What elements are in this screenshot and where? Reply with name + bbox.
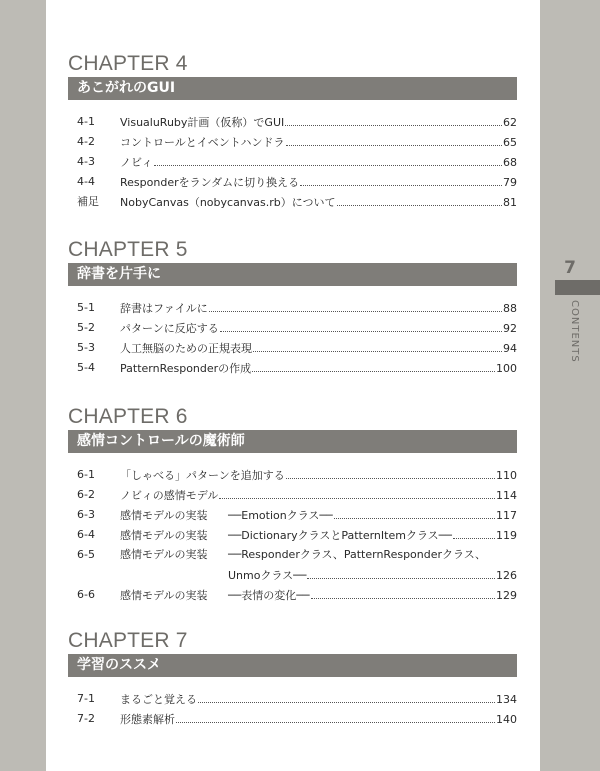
section-number: 5-1: [77, 301, 95, 314]
leader-dots: [219, 485, 495, 499]
section-title: 感情モデルの実装: [120, 509, 208, 522]
toc-entry[interactable]: [68, 172, 517, 192]
page-ref: 94: [503, 342, 517, 355]
section-number: 5-4: [77, 361, 95, 374]
toc-entry[interactable]: [68, 152, 517, 172]
section-title: 感情モデルの実装: [120, 529, 208, 542]
section-number: 4-4: [77, 175, 95, 188]
section-number: 7-1: [77, 692, 95, 705]
toc-entry[interactable]: [68, 298, 517, 318]
toc-entry[interactable]: [68, 465, 517, 485]
section-number: 6-6: [77, 588, 95, 601]
page-ref: 126: [496, 569, 517, 582]
section-subtitle: ──Responderクラス、PatternResponderクラス、: [228, 548, 487, 561]
section-number: 5-3: [77, 341, 95, 354]
toc-entry[interactable]: [68, 505, 517, 525]
chapter-heading: CHAPTER 6: [68, 405, 188, 428]
page-ref: 134: [496, 693, 517, 706]
leader-dots: [286, 465, 495, 479]
section-title: Responderをランダムに切り換える: [120, 176, 300, 189]
page-ref: 119: [496, 529, 517, 542]
section-title: PatternResponderの作成: [120, 362, 252, 375]
section-title: ノビィ: [120, 156, 153, 169]
chapter-heading: CHAPTER 5: [68, 238, 188, 261]
toc-entry-continuation[interactable]: [68, 565, 517, 585]
chapter-6-section: [68, 405, 517, 605]
toc-entry[interactable]: [68, 358, 517, 378]
page-ref: 129: [496, 589, 517, 602]
leader-dots: [154, 152, 502, 166]
chapter-heading: CHAPTER 4: [68, 52, 188, 75]
page-number: 7: [564, 258, 576, 278]
section-title: コントロールとイベントハンドラ: [120, 136, 285, 149]
page-ref: 88: [503, 302, 517, 315]
section-number: 6-5: [77, 548, 95, 561]
leader-dots: [453, 525, 495, 539]
section-title: 「しゃべる」パターンを追加する: [120, 469, 285, 482]
contents-tab-marker: [555, 280, 600, 295]
toc-entry[interactable]: [68, 132, 517, 152]
section-title: パターンに反応する: [120, 322, 219, 335]
contents-side-label: CONTENTS: [569, 300, 580, 363]
toc-entry[interactable]: [68, 545, 517, 565]
section-number: 6-4: [77, 528, 95, 541]
page-ref: 140: [496, 713, 517, 726]
toc-entry[interactable]: [68, 525, 517, 545]
section-subtitle: ──Emotionクラス──: [228, 509, 333, 522]
section-subtitle: Unmoクラス──: [228, 569, 307, 582]
page-ref: 81: [503, 196, 517, 209]
leader-dots: [307, 565, 495, 579]
section-title: ノビィの感情モデル: [120, 489, 219, 502]
section-title: 辞書はファイルに: [120, 302, 208, 315]
chapter-title-bar: 辞書を片手に: [68, 263, 517, 286]
chapter-7-section: [68, 629, 517, 729]
section-number: 6-3: [77, 508, 95, 521]
leader-dots: [198, 689, 495, 703]
leader-dots: [311, 585, 496, 599]
section-number: 5-2: [77, 321, 95, 334]
page-ref: 65: [503, 136, 517, 149]
leader-dots: [253, 338, 502, 352]
section-number: 4-2: [77, 135, 95, 148]
section-number: 4-1: [77, 115, 95, 128]
leader-dots: [337, 192, 502, 206]
section-number: 4-3: [77, 155, 95, 168]
section-title: 感情モデルの実装: [120, 548, 208, 561]
chapter-heading: CHAPTER 7: [68, 629, 188, 652]
right-margin-band: [540, 0, 600, 771]
section-title: まるごと覚える: [120, 693, 197, 706]
section-number: 7-2: [77, 712, 95, 725]
section-title: 感情モデルの実装: [120, 589, 208, 602]
section-number: 6-2: [77, 488, 95, 501]
toc-entry[interactable]: [68, 709, 517, 729]
page-ref: 110: [496, 469, 517, 482]
leader-dots: [209, 298, 502, 312]
chapter-title-bar: 学習のススメ: [68, 654, 517, 677]
toc-entry[interactable]: [68, 112, 517, 132]
page-ref: 100: [496, 362, 517, 375]
left-margin-band: [0, 0, 46, 771]
toc-entry[interactable]: [68, 318, 517, 338]
section-subtitle: ──DictionaryクラスとPatternItemクラス──: [228, 529, 452, 542]
leader-dots: [220, 318, 502, 332]
chapter-title-bar: あこがれのGUI: [68, 77, 517, 100]
section-title: 人工無脳のための正規表現: [120, 342, 252, 355]
section-title: 形態素解析: [120, 713, 175, 726]
leader-dots: [176, 709, 495, 723]
section-title: NobyCanvas（nobycanvas.rb）について: [120, 196, 336, 209]
section-number: 6-1: [77, 468, 95, 481]
toc-entry[interactable]: [68, 585, 517, 605]
leader-dots: [285, 112, 502, 126]
page-ref: 117: [496, 509, 517, 522]
toc-entry[interactable]: [68, 192, 517, 212]
page-ref: 79: [503, 176, 517, 189]
leader-dots: [286, 132, 502, 146]
leader-dots: [300, 172, 502, 186]
toc-entry[interactable]: [68, 689, 517, 709]
section-number: 補足: [77, 195, 99, 208]
chapter-title-bar: 感情コントロールの魔術師: [68, 430, 517, 453]
page-ref: 92: [503, 322, 517, 335]
section-title: VisualuRuby計画（仮称）でGUI: [120, 116, 285, 129]
section-subtitle: ──表情の変化──: [228, 589, 310, 602]
page-ref: 114: [496, 489, 517, 502]
chapter-4-section: [68, 52, 517, 212]
leader-dots: [334, 505, 495, 519]
toc-entry[interactable]: [68, 338, 517, 358]
page-ref: 62: [503, 116, 517, 129]
toc-entry[interactable]: [68, 485, 517, 505]
chapter-5-section: [68, 238, 517, 378]
leader-dots: [252, 358, 495, 372]
page-ref: 68: [503, 156, 517, 169]
